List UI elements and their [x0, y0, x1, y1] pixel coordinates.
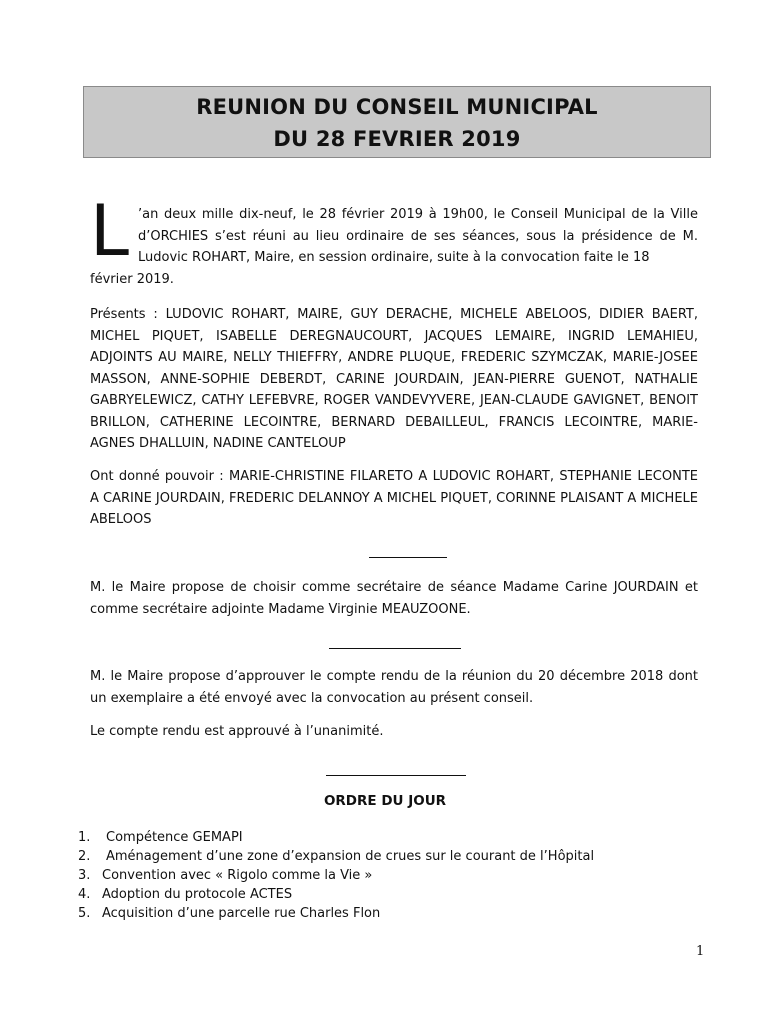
agenda-item-number: 3. — [78, 868, 91, 883]
agenda-item-number: 2. — [78, 849, 91, 864]
agenda-item-label: Aménagement d’une zone d’expansion de crues sur le courant de l’Hôpital — [106, 849, 595, 864]
agenda-item-label: Adoption du protocole ACTES — [102, 887, 293, 902]
agenda-item-label: Convention avec « Rigolo comme la Vie » — [102, 868, 373, 883]
secretaire-paragraph: M. le Maire propose de choisir comme secrétaire de séance Madame Carine JOURDAIN et comme secrétaire adjointe Madame Virginie MEAUZOONE. — [90, 580, 698, 617]
agenda-item-label: Acquisition d’une parcelle rue Charles Flon — [102, 906, 381, 921]
pouvoirs-paragraph: Ont donné pouvoir : MARIE-CHRISTINE FILARETO A LUDOVIC ROHART, STEPHANIE LECONTE A CARINE JOURDAIN, FREDERIC DELANNOY A MICHEL PIQUET, CORINNE PLAISANT A MICHELE ABELOOS — [90, 469, 698, 527]
compte-rendu-paragraph: M. le Maire propose d’approuver le compte rendu de la réunion du 20 décembre 2018 dont un exemplaire a été envoyé avec la convocation au présent conseil. — [90, 669, 698, 706]
separator-rule — [326, 775, 466, 776]
separator-rule — [369, 557, 447, 558]
agenda-item-number: 1. — [78, 830, 91, 845]
page-number: 1 — [696, 944, 705, 959]
page-title: REUNION DU CONSEIL MUNICIPAL — [196, 95, 598, 119]
approval-paragraph: Le compte rendu est approuvé à l’unanimité. — [90, 724, 384, 739]
list-item — [78, 847, 718, 866]
list-item — [78, 866, 718, 885]
list-item — [78, 828, 718, 847]
agenda-list — [78, 828, 718, 923]
separator-rule — [329, 648, 461, 649]
agenda-item-number: 5. — [78, 906, 91, 921]
title-box — [83, 86, 711, 158]
agenda-item-label: Compétence GEMAPI — [106, 830, 243, 845]
agenda-title: ORDRE DU JOUR — [323, 793, 447, 809]
presents-paragraph: Présents : LUDOVIC ROHART, MAIRE, GUY DERACHE, MICHELE ABELOOS, DIDIER BAERT, MICHEL PIQUET, ISABELLE DEREGNAUCOURT, JACQUES LEMAIRE, INGRID LEMAHIEU, ADJOINTS AU MAIRE, NELLY THIEFFRY, ANDRE PLUQUE, FREDERIC SZYMCZAK, MARIE-JOSEE MASSON, ANNE-SOPHIE DEBERDT, CARINE JOURDAIN, JEAN-PIERRE GUENOT, NATHALIE GABRYELEWICZ, CATHY LEFEBVRE, ROGER VANDEVYVERE, JEAN-CLAUDE GAVIGNET, BENOIT BRILLON, CATHERINE LECOINTRE, BERNARD DEBAILLEUL, FRANCIS LECOINTRE, MARIE-AGNES DHALLUIN, NADINE CANTELOUP — [90, 307, 698, 451]
agenda-item-number: 4. — [78, 887, 91, 902]
intro-paragraph-tail: février 2019. — [90, 272, 174, 287]
drop-cap: L — [90, 190, 129, 272]
page-subtitle-date: DU 28 FEVRIER 2019 — [273, 127, 521, 151]
intro-paragraph: ’an deux mille dix-neuf, le 28 février 2019 à 19h00, le Conseil Municipal de la Ville d’ORCHIES s’est réuni au lieu ordinaire de ses séances, sous la présidence de M. Ludovic ROHART, Maire, en session ordinaire, suite à la convocation faite le 18 — [138, 207, 698, 265]
list-item — [78, 904, 718, 923]
list-item — [78, 885, 718, 904]
